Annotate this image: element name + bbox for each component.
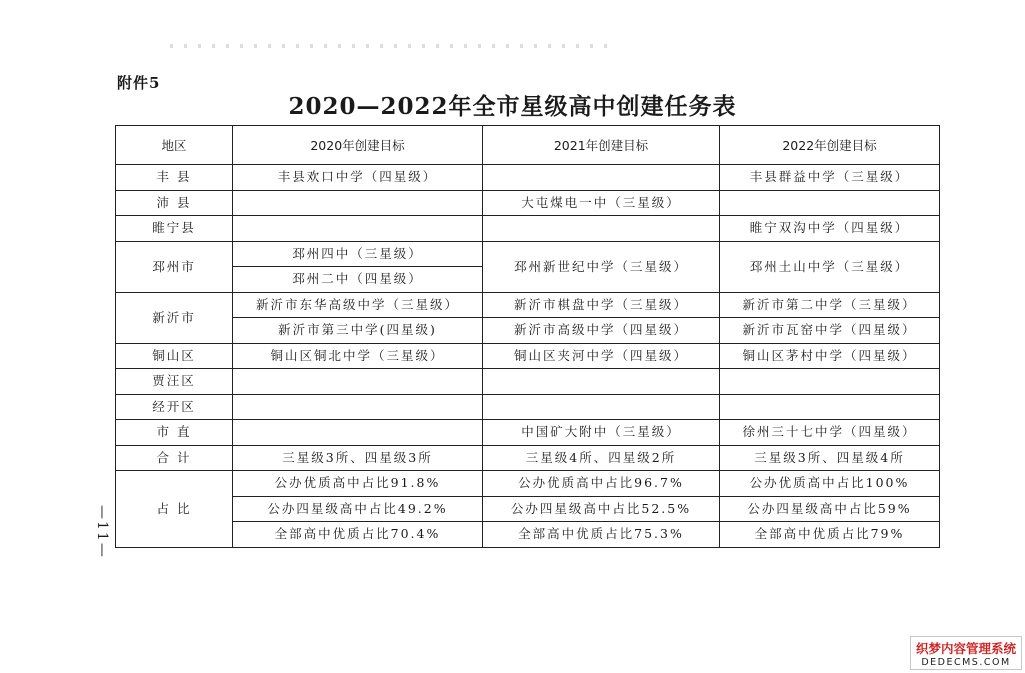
target-2021: 邳州新世纪中学（三星级） [483, 241, 720, 292]
total-row [116, 445, 940, 471]
region-cell: 占 比 [116, 471, 233, 548]
region-cell: 睢宁县 [116, 216, 233, 242]
ratio-2021: 公办四星级高中占比52.5% [483, 496, 720, 522]
target-2022: 睢宁双沟中学（四星级） [720, 216, 940, 242]
target-2021: 中国矿大附中（三星级） [483, 420, 720, 446]
header-row [116, 126, 940, 165]
target-2020 [233, 369, 483, 395]
target-2020: 邳州四中（三星级） [233, 241, 483, 267]
region-cell: 市 直 [116, 420, 233, 446]
table-row [116, 369, 940, 395]
ratio-2022: 全部高中优质占比79% [720, 522, 940, 548]
region-cell: 合 计 [116, 445, 233, 471]
watermark-badge [910, 636, 1022, 670]
ratio-2020: 公办优质高中占比91.8% [233, 471, 483, 497]
region-cell: 丰 县 [116, 165, 233, 191]
task-table [115, 125, 940, 548]
target-2021: 铜山区夹河中学（四星级） [483, 343, 720, 369]
target-2020: 新沂市东华高级中学（三星级） [233, 292, 483, 318]
target-2022 [720, 190, 940, 216]
target-2022 [720, 369, 940, 395]
ratio-2021: 全部高中优质占比75.3% [483, 522, 720, 548]
target-2020: 丰县欢口中学（四星级） [233, 165, 483, 191]
region-cell: 邳州市 [116, 241, 233, 292]
table-row [116, 165, 940, 191]
header-2021: 2021年创建目标 [483, 126, 720, 165]
target-2021 [483, 394, 720, 420]
target-2022: 丰县群益中学（三星级） [720, 165, 940, 191]
header-2022: 2022年创建目标 [720, 126, 940, 165]
attachment-label: 附件5 [117, 74, 161, 92]
region-cell: 贾汪区 [116, 369, 233, 395]
target-2022: 新沂市第二中学（三星级） [720, 292, 940, 318]
watermark-line1: 织梦内容管理系统 [915, 641, 1016, 656]
target-2022: 铜山区茅村中学（四星级） [720, 343, 940, 369]
ratio-2021: 公办优质高中占比96.7% [483, 471, 720, 497]
target-2020 [233, 190, 483, 216]
table-row [116, 292, 940, 318]
table-row [116, 343, 940, 369]
region-cell: 经开区 [116, 394, 233, 420]
watermark-line2: DEDECMS.COM [921, 657, 1011, 668]
target-2020: 邳州二中（四星级） [233, 267, 483, 293]
table-row [116, 241, 940, 267]
total-2021: 三星级4所、四星级2所 [483, 445, 720, 471]
ratio-2022: 公办优质高中占比100% [720, 471, 940, 497]
target-2020 [233, 420, 483, 446]
ratio-row [116, 522, 940, 548]
ratio-2020: 全部高中优质占比70.4% [233, 522, 483, 548]
target-2022 [720, 394, 940, 420]
table-row [116, 420, 940, 446]
region-cell: 沛 县 [116, 190, 233, 216]
total-2022: 三星级3所、四星级4所 [720, 445, 940, 471]
target-2021: 新沂市棋盘中学（三星级） [483, 292, 720, 318]
document-title: 2020—2022年全市星级高中创建任务表 [288, 93, 737, 120]
table-row [116, 190, 940, 216]
target-2020 [233, 394, 483, 420]
target-2020 [233, 216, 483, 242]
page-number: —11— [94, 505, 110, 559]
target-2022: 新沂市瓦窑中学（四星级） [720, 318, 940, 344]
ratio-2022: 公办四星级高中占比59% [720, 496, 940, 522]
scan-noise [170, 44, 610, 48]
target-2020: 铜山区铜北中学（三星级） [233, 343, 483, 369]
total-2020: 三星级3所、四星级3所 [233, 445, 483, 471]
ratio-2020: 公办四星级高中占比49.2% [233, 496, 483, 522]
header-2020: 2020年创建目标 [233, 126, 483, 165]
table-row [116, 318, 940, 344]
target-2021: 大屯煤电一中（三星级） [483, 190, 720, 216]
ratio-row [116, 496, 940, 522]
target-2022: 徐州三十七中学（四星级） [720, 420, 940, 446]
target-2022: 邳州土山中学（三星级） [720, 241, 940, 292]
ratio-row [116, 471, 940, 497]
target-2021: 新沂市高级中学（四星级） [483, 318, 720, 344]
table-row [116, 394, 940, 420]
region-cell: 新沂市 [116, 292, 233, 343]
target-2021 [483, 165, 720, 191]
region-cell: 铜山区 [116, 343, 233, 369]
target-2021 [483, 369, 720, 395]
table-row [116, 216, 940, 242]
header-region: 地区 [116, 126, 233, 165]
target-2020: 新沂市第三中学(四星级) [233, 318, 483, 344]
target-2021 [483, 216, 720, 242]
